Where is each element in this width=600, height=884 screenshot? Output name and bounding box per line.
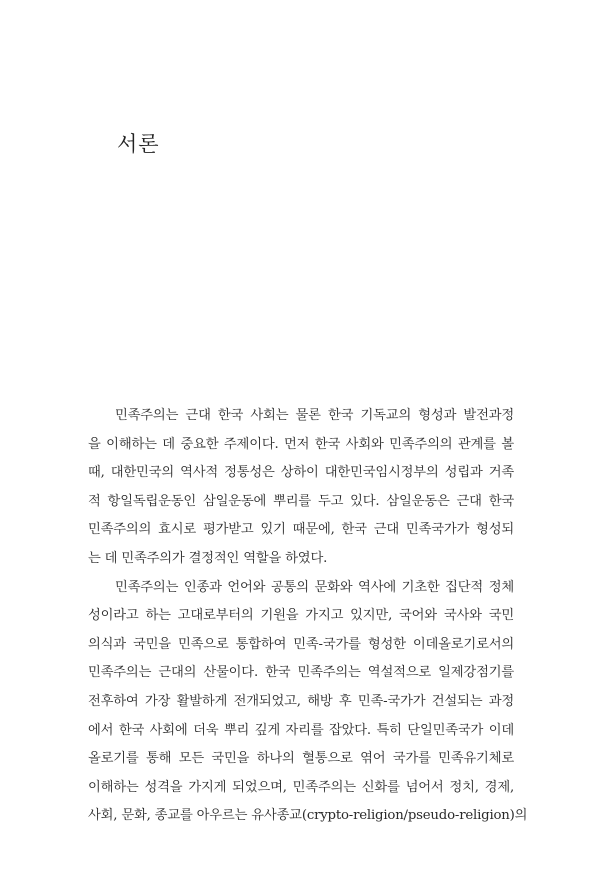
- paragraph-2: [88, 574, 528, 831]
- chapter-title: 서론: [117, 132, 160, 156]
- text-line: 는 데 민족주의가 결정적인 역할을 하였다.: [88, 550, 328, 566]
- text-line: 사회, 문화, 종교를 아우르는 유사종교(crypto-religion/pseudo-religion)의: [88, 808, 528, 824]
- text-line: 에서 한국 사회에 더욱 뿌리 깊게 자리를 잡았다. 특히 단일민족국가 이데: [88, 722, 514, 738]
- paragraph-1: [88, 402, 514, 574]
- text-line: 전후하여 가장 활발하게 전개되었고, 해방 후 민족-국가가 건설되는 과정: [88, 693, 514, 709]
- text-line: 이해하는 성격을 가지게 되었으며, 민족주의는 신화를 넘어서 정치, 경제,: [88, 779, 514, 795]
- text-line: 민족주의는 인종과 언어와 공통의 문화와 역사에 기초한 집단적 정체: [115, 579, 514, 595]
- text-line: 성이라고 하는 고대로부터의 기원을 가지고 있지만, 국어와 국사와 국민: [88, 608, 514, 624]
- text-line: 때, 대한민국의 역사적 정통성은 상하이 대한민국임시정부의 성립과 거족: [88, 465, 514, 481]
- text-line: 적 항일독립운동인 삼일운동에 뿌리를 두고 있다. 삼일운동은 근대 한국: [88, 493, 514, 509]
- text-line: 민족주의는 근대 한국 사회는 물론 한국 기독교의 형성과 발전과정: [115, 408, 514, 423]
- text-line: 의식과 국민을 민족으로 통합하여 민족-국가를 형성한 이데올로기로서의: [88, 636, 514, 652]
- text-line: 민족주의는 근대의 산물이다. 한국 민족주의는 역설적으로 일제강점기를: [88, 665, 514, 681]
- text-line: 올로기를 통해 모든 국민을 하나의 혈통으로 엮어 국가를 민족유기체로: [88, 751, 514, 767]
- text-line: 민족주의의 효시로 평가받고 있기 때문에, 한국 근대 민족국가가 형성되: [88, 522, 514, 538]
- body-text: [88, 402, 528, 831]
- text-line: 을 이해하는 데 중요한 주제이다. 먼저 한국 사회와 민족주의의 관계를 볼: [88, 436, 514, 452]
